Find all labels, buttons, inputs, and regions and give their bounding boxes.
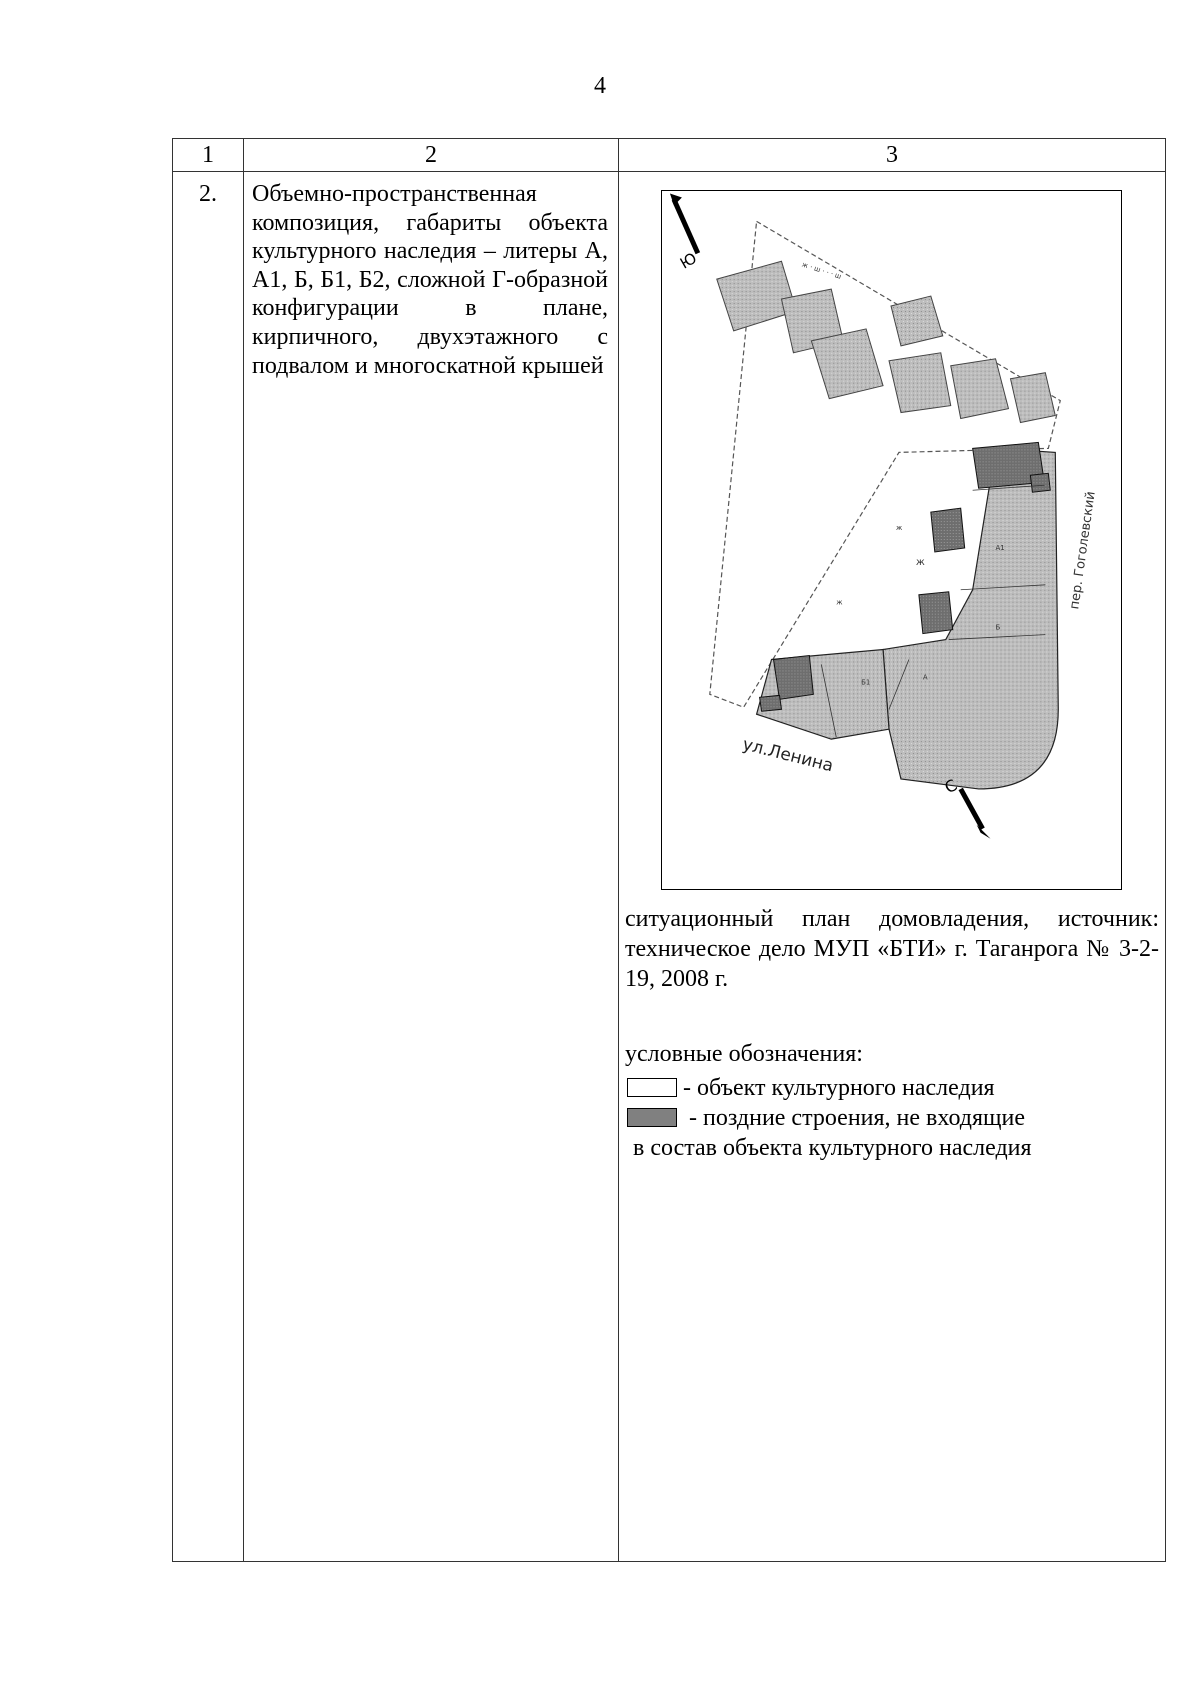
lane-label: пер. Гоголевский — [1067, 490, 1099, 611]
street-label: ул.Ленина — [740, 733, 836, 776]
plan-caption: ситуационный план домовладения, источник: техническое дело МУП «БТИ» г. Таганрога № 3-2-19, 2008 г. — [625, 906, 1159, 992]
legend-item — [627, 1104, 1025, 1132]
compass-letter-south: Ю — [676, 248, 700, 273]
svg-text:ж: ж — [895, 524, 903, 533]
compass-arrow-icon — [670, 194, 700, 273]
svg-text:ж: ж — [836, 598, 843, 607]
document-table — [172, 138, 1166, 1562]
legend-title: условные обозначения: — [625, 1041, 863, 1067]
legend-swatch-heritage — [627, 1078, 677, 1097]
legend-continuation: в состав объекта культурного наследия — [633, 1135, 1032, 1161]
svg-text:ж · ш · · · ш: ж · ш · · · ш — [800, 260, 843, 281]
legend-swatch-late — [627, 1108, 677, 1127]
svg-text:А1: А1 — [995, 543, 1005, 552]
legend-item — [627, 1074, 995, 1102]
page-number: 4 — [594, 73, 606, 99]
row-plan-cell — [619, 172, 1166, 1562]
svg-text:А: А — [922, 673, 928, 682]
svg-text:Б1: Б1 — [861, 678, 871, 687]
compass-letter-north: С — [941, 775, 961, 798]
legend-label: - объект культурного наследия — [683, 1075, 995, 1101]
header-cell-1: 1 — [173, 139, 244, 172]
svg-text:Б: Б — [995, 623, 1001, 632]
row-description: Объемно-пространственная композиция, габариты объекта культурного наследия – литеры А, А1, Б, Б1, Б2, сложной Г-образной конфигурации в плане, кирпичного, двухэтажного с подвалом и многоскатной крышей — [244, 172, 619, 1562]
legend-label: - поздние строения, не входящие — [683, 1105, 1025, 1131]
header-cell-3: 3 — [619, 139, 1166, 172]
row-number: 2. — [173, 172, 244, 1562]
table-header-row — [173, 139, 1166, 172]
svg-text:ж: ж — [915, 556, 925, 568]
table-row — [173, 172, 1166, 1562]
header-cell-2: 2 — [244, 139, 619, 172]
situation-plan-image — [661, 190, 1122, 890]
